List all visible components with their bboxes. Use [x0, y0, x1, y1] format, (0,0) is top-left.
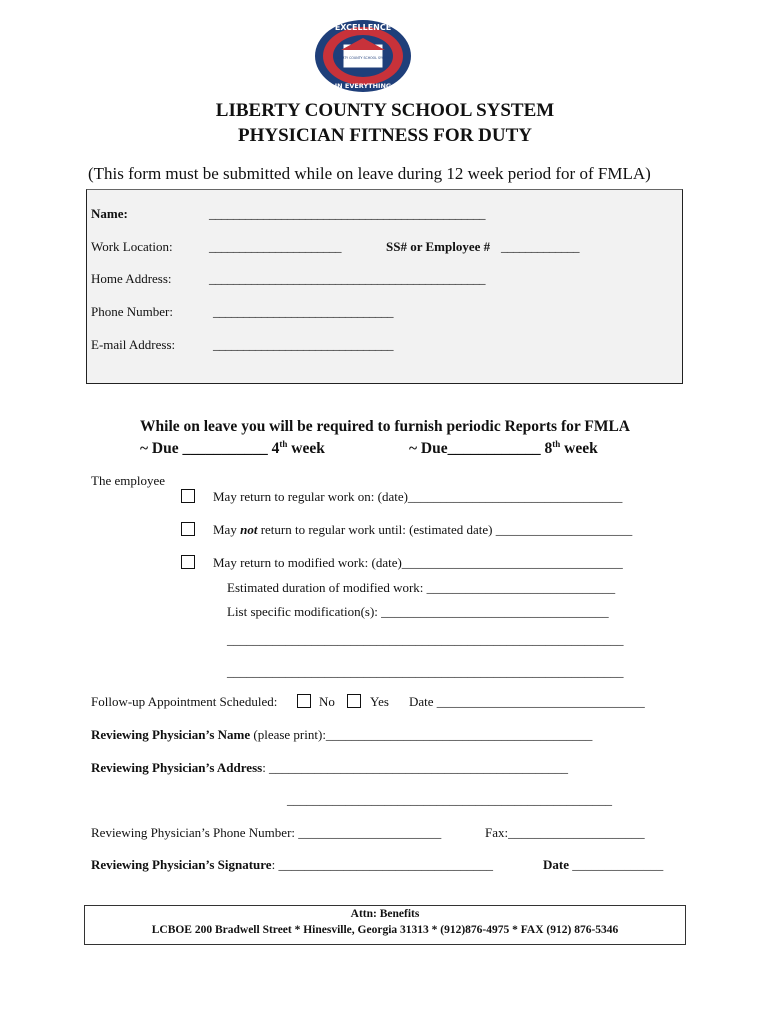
- followup-label: Follow-up Appointment Scheduled:: [91, 694, 278, 709]
- followup-yes-label: Yes: [370, 694, 389, 709]
- due1-prefix: ~ Due ___________ 4: [140, 440, 280, 458]
- return-regular-checkbox[interactable]: [181, 489, 195, 503]
- opt2-post: return to regular work until: (estimated date) _____________________: [257, 522, 633, 537]
- followup-no-checkbox[interactable]: [297, 694, 311, 708]
- email-label: E-mail Address:: [91, 337, 176, 352]
- submission-note: (This form must be submitted while on leave during 12 week period for of FMLA): [88, 164, 651, 183]
- signature-date-line: ______________: [569, 857, 664, 872]
- followup-date-field[interactable]: Date ________________________________: [409, 694, 645, 709]
- physician-address-line: : ______________________________________________: [262, 760, 569, 775]
- modified-work-text: May return to modified work: (date)__________________________________: [213, 555, 623, 570]
- physician-address-line-2[interactable]: __________________________________________________: [287, 792, 612, 807]
- due1-sup: th: [279, 439, 288, 449]
- physician-name-line: (please print):_________________________________________: [250, 727, 593, 742]
- employee-label: The employee: [91, 473, 165, 488]
- due2-suffix: week: [560, 440, 598, 458]
- physician-fax-field[interactable]: Fax:_____________________: [485, 825, 645, 840]
- opt2-pre: May: [213, 522, 241, 537]
- signature-line: : _________________________________: [271, 857, 493, 872]
- modifications-field[interactable]: List specific modification(s): ___________________________________: [227, 604, 609, 619]
- ss-field[interactable]: _____________: [501, 239, 579, 254]
- opt2-emphasis: not: [240, 522, 258, 537]
- header-line-2: PHYSICIAN FITNESS FOR DUTY: [237, 125, 533, 146]
- name-field[interactable]: ______________________________________________: [209, 206, 485, 221]
- due1-suffix: week: [287, 440, 325, 458]
- reports-heading: While on leave you will be required to furnish periodic Reports for FMLA: [140, 418, 630, 435]
- physician-signature-field[interactable]: [91, 857, 493, 873]
- logo-top-text: EXCELLENCE: [334, 23, 392, 32]
- physician-name-field[interactable]: [91, 727, 592, 743]
- modified-work-checkbox[interactable]: [181, 555, 195, 569]
- phone-field[interactable]: ______________________________: [213, 304, 393, 319]
- home-address-field[interactable]: ______________________________________________: [209, 271, 485, 286]
- signature-date-field[interactable]: [543, 857, 663, 873]
- home-address-label: Home Address:: [91, 271, 172, 286]
- duration-field[interactable]: Estimated duration of modified work: _____________________________: [227, 580, 616, 595]
- modifications-line-1[interactable]: _____________________________________________________________: [227, 632, 624, 647]
- email-field[interactable]: ______________________________: [213, 337, 393, 352]
- footer-address: LCBOE 200 Bradwell Street * Hinesville, Georgia 31313 * (912)876-4975 * FAX (912) 876-5346: [151, 924, 619, 936]
- followup-no-label: No: [319, 694, 335, 709]
- return-regular-text: May return to regular work on: (date)_________________________________: [213, 489, 623, 504]
- phone-label: Phone Number:: [91, 304, 173, 319]
- followup-yes-checkbox[interactable]: [347, 694, 361, 708]
- due2-sup: th: [552, 439, 561, 449]
- ss-label: SS# or Employee #: [386, 239, 491, 254]
- physician-name-label: Reviewing Physician’s Name: [91, 727, 251, 742]
- due-4th-week: [140, 439, 325, 458]
- work-location-label: Work Location:: [91, 239, 173, 254]
- modifications-line-2[interactable]: _____________________________________________________________: [227, 664, 624, 679]
- not-return-checkbox[interactable]: [181, 522, 195, 536]
- logo-center-text: LIBERTY COUNTY SCHOOL SYSTEM: [335, 56, 391, 60]
- physician-phone-field[interactable]: Reviewing Physician’s Phone Number: ______________________: [91, 825, 442, 840]
- signature-label: Reviewing Physician’s Signature: [91, 857, 272, 872]
- due2-prefix: ~ Due____________ 8: [409, 440, 553, 458]
- logo-bottom-text: IN EVERYTHING: [334, 82, 392, 90]
- signature-date-label: Date: [543, 857, 569, 872]
- physician-address-field[interactable]: [91, 760, 568, 776]
- name-label: Name:: [91, 206, 128, 221]
- footer-attn: Attn: Benefits: [350, 908, 420, 920]
- not-return-text: [213, 522, 632, 538]
- due-8th-week: [409, 439, 598, 458]
- physician-address-label: Reviewing Physician’s Address: [91, 760, 263, 775]
- work-location-field[interactable]: ______________________: [209, 239, 341, 254]
- header-line-1: LIBERTY COUNTY SCHOOL SYSTEM: [215, 100, 555, 121]
- school-logo: [313, 18, 413, 94]
